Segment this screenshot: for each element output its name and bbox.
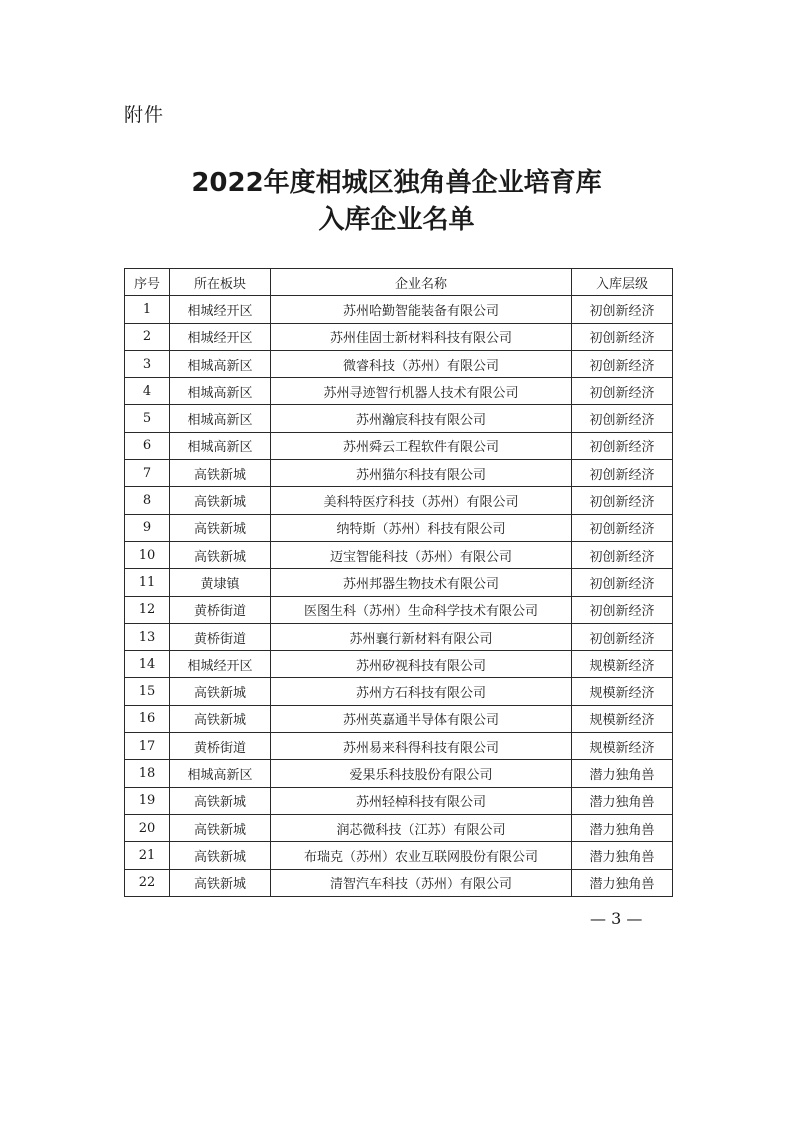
- cell-area: 相城经开区: [170, 651, 271, 678]
- cell-index: 2: [125, 323, 170, 350]
- table-row: [125, 405, 673, 432]
- cell-company-name: 布瑞克（苏州）农业互联网股份有限公司: [271, 842, 572, 869]
- cell-company-name: 纳特斯（苏州）科技有限公司: [271, 514, 572, 541]
- header-company-name: 企业名称: [271, 269, 572, 296]
- cell-area: 相城经开区: [170, 323, 271, 350]
- cell-area: 高铁新城: [170, 869, 271, 896]
- cell-area: 高铁新城: [170, 514, 271, 541]
- table-row: [125, 378, 673, 405]
- table-row: [125, 869, 673, 896]
- cell-company-name: 苏州矽视科技有限公司: [271, 651, 572, 678]
- cell-tier: 初创新经济: [572, 323, 673, 350]
- cell-index: 6: [125, 432, 170, 459]
- cell-index: 12: [125, 596, 170, 623]
- cell-company-name: 苏州哈勤智能装备有限公司: [271, 296, 572, 323]
- cell-index: 7: [125, 460, 170, 487]
- table-body: [125, 296, 673, 897]
- cell-index: 5: [125, 405, 170, 432]
- cell-tier: 规模新经济: [572, 678, 673, 705]
- cell-company-name: 苏州邦器生物技术有限公司: [271, 569, 572, 596]
- cell-index: 13: [125, 623, 170, 650]
- cell-index: 15: [125, 678, 170, 705]
- cell-area: 高铁新城: [170, 814, 271, 841]
- cell-index: 14: [125, 651, 170, 678]
- cell-tier: 规模新经济: [572, 733, 673, 760]
- cell-tier: 潜力独角兽: [572, 787, 673, 814]
- cell-company-name: 苏州舜云工程软件有限公司: [271, 432, 572, 459]
- cell-index: 18: [125, 760, 170, 787]
- cell-index: 1: [125, 296, 170, 323]
- cell-company-name: 苏州襄行新材料有限公司: [271, 623, 572, 650]
- cell-tier: 潜力独角兽: [572, 842, 673, 869]
- cell-tier: 潜力独角兽: [572, 869, 673, 896]
- table-row: [125, 678, 673, 705]
- cell-area: 高铁新城: [170, 541, 271, 568]
- cell-index: 16: [125, 705, 170, 732]
- table-row: [125, 787, 673, 814]
- cell-company-name: 美科特医疗科技（苏州）有限公司: [271, 487, 572, 514]
- cell-tier: 初创新经济: [572, 432, 673, 459]
- cell-index: 8: [125, 487, 170, 514]
- cell-company-name: 微睿科技（苏州）有限公司: [271, 350, 572, 377]
- header-tier: 入库层级: [572, 269, 673, 296]
- cell-area: 黄桥街道: [170, 623, 271, 650]
- cell-area: 相城经开区: [170, 296, 271, 323]
- table-row: [125, 705, 673, 732]
- cell-area: 黄桥街道: [170, 596, 271, 623]
- cell-tier: 初创新经济: [572, 569, 673, 596]
- cell-area: 相城高新区: [170, 378, 271, 405]
- cell-index: 4: [125, 378, 170, 405]
- header-area: 所在板块: [170, 269, 271, 296]
- cell-tier: 初创新经济: [572, 487, 673, 514]
- cell-area: 高铁新城: [170, 787, 271, 814]
- cell-company-name: 苏州方石科技有限公司: [271, 678, 572, 705]
- cell-tier: 初创新经济: [572, 296, 673, 323]
- table-row: [125, 596, 673, 623]
- cell-index: 9: [125, 514, 170, 541]
- cell-company-name: 润芯微科技（江苏）有限公司: [271, 814, 572, 841]
- cell-tier: 初创新经济: [572, 623, 673, 650]
- table-row: [125, 350, 673, 377]
- cell-company-name: 苏州易来科得科技有限公司: [271, 733, 572, 760]
- cell-company-name: 迈宝智能科技（苏州）有限公司: [271, 541, 572, 568]
- cell-area: 黄埭镇: [170, 569, 271, 596]
- table-row: [125, 814, 673, 841]
- cell-company-name: 苏州轻棹科技有限公司: [271, 787, 572, 814]
- cell-tier: 初创新经济: [572, 460, 673, 487]
- cell-company-name: 苏州英嘉通半导体有限公司: [271, 705, 572, 732]
- cell-area: 相城高新区: [170, 350, 271, 377]
- table-row: [125, 460, 673, 487]
- cell-tier: 初创新经济: [572, 350, 673, 377]
- cell-company-name: 苏州佳固士新材料科技有限公司: [271, 323, 572, 350]
- header-index: 序号: [125, 269, 170, 296]
- cell-area: 高铁新城: [170, 487, 271, 514]
- cell-tier: 规模新经济: [572, 651, 673, 678]
- table-header-row: [125, 269, 673, 296]
- cell-tier: 规模新经济: [572, 705, 673, 732]
- table-row: [125, 487, 673, 514]
- cell-company-name: 医图生科（苏州）生命科学技术有限公司: [271, 596, 572, 623]
- cell-tier: 初创新经济: [572, 405, 673, 432]
- table-row: [125, 760, 673, 787]
- cell-index: 17: [125, 733, 170, 760]
- table-row: [125, 623, 673, 650]
- cell-company-name: 苏州猫尔科技有限公司: [271, 460, 572, 487]
- page-number: — 3 —: [590, 909, 643, 928]
- cell-tier: 初创新经济: [572, 541, 673, 568]
- cell-tier: 初创新经济: [572, 378, 673, 405]
- table-row: [125, 842, 673, 869]
- cell-index: 19: [125, 787, 170, 814]
- cell-tier: 潜力独角兽: [572, 814, 673, 841]
- cell-area: 相城高新区: [170, 432, 271, 459]
- cell-tier: 初创新经济: [572, 596, 673, 623]
- table-row: [125, 296, 673, 323]
- table-row: [125, 541, 673, 568]
- cell-tier: 潜力独角兽: [572, 760, 673, 787]
- cell-tier: 初创新经济: [572, 514, 673, 541]
- cell-area: 高铁新城: [170, 678, 271, 705]
- table-row: [125, 569, 673, 596]
- cell-area: 相城高新区: [170, 405, 271, 432]
- table-row: [125, 651, 673, 678]
- table-row: [125, 323, 673, 350]
- table-row: [125, 733, 673, 760]
- document-title-line1: 2022年度相城区独角兽企业培育库: [191, 168, 602, 198]
- cell-area: 高铁新城: [170, 842, 271, 869]
- document-title-line2: 入库企业名单: [318, 205, 475, 235]
- cell-index: 21: [125, 842, 170, 869]
- cell-company-name: 苏州瀚宸科技有限公司: [271, 405, 572, 432]
- enterprise-list-table: [124, 268, 673, 897]
- cell-index: 11: [125, 569, 170, 596]
- cell-index: 10: [125, 541, 170, 568]
- cell-area: 高铁新城: [170, 705, 271, 732]
- table-row: [125, 514, 673, 541]
- cell-company-name: 爱果乐科技股份有限公司: [271, 760, 572, 787]
- cell-index: 22: [125, 869, 170, 896]
- cell-area: 高铁新城: [170, 460, 271, 487]
- cell-company-name: 清智汽车科技（苏州）有限公司: [271, 869, 572, 896]
- attachment-label: 附件: [124, 104, 165, 126]
- cell-index: 20: [125, 814, 170, 841]
- cell-index: 3: [125, 350, 170, 377]
- cell-area: 黄桥街道: [170, 733, 271, 760]
- cell-area: 相城高新区: [170, 760, 271, 787]
- cell-company-name: 苏州寻迹智行机器人技术有限公司: [271, 378, 572, 405]
- table-row: [125, 432, 673, 459]
